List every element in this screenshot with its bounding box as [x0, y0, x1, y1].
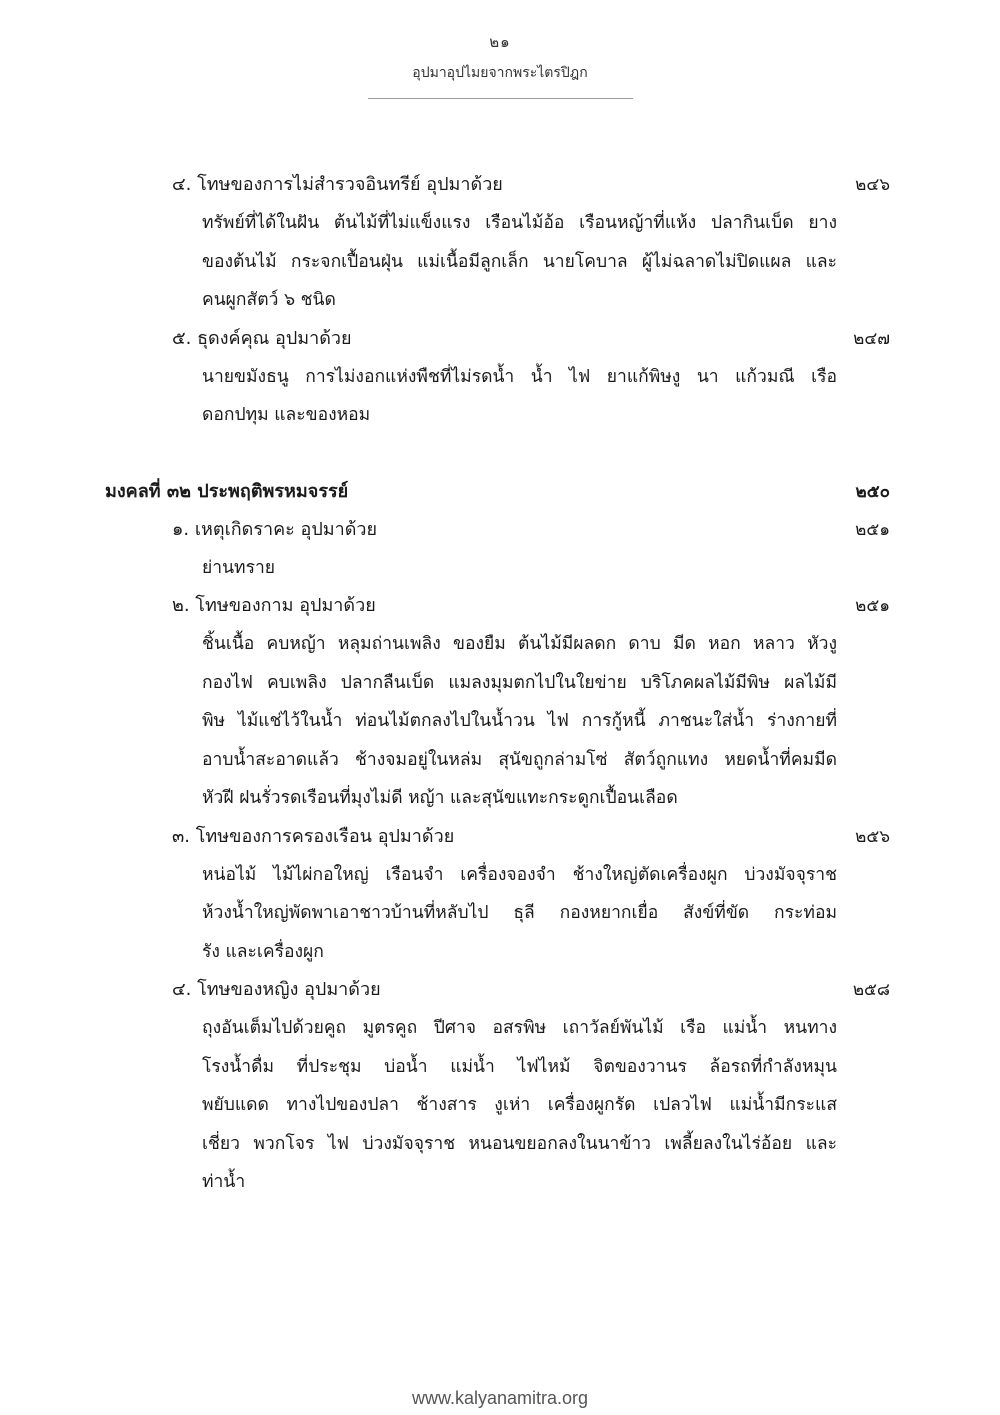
toc-entry — [105, 971, 890, 1202]
entry-heading — [105, 587, 890, 625]
page-number: ๒๑ — [489, 33, 511, 51]
entry-page-ref: ๒๕๑ — [855, 596, 890, 616]
entry-page-ref: ๒๕๖ — [855, 826, 890, 847]
table-of-contents — [105, 166, 890, 1202]
entry-description — [202, 625, 837, 818]
section-heading — [105, 473, 890, 511]
section-page-ref: ๒๕๐ — [855, 481, 890, 502]
toc-entry — [105, 587, 890, 818]
entry-heading — [105, 971, 890, 1009]
description-line: ของต้นไม้ กระจกเปื้อนฝุ่น แม่เนื้อมีลูกเล็ก นายโคบาล ผู้ไม่ฉลาดไม่ปิดแผล และ — [202, 251, 837, 272]
entry-description — [202, 549, 837, 588]
description-line: พิษ ไม้แช่ไว้ในน้ำ ท่อนไม้ตกลงไปในน้ำวน ไฟ การกู้หนี้ ภาชนะใส่น้ำ ร่างกายที่ — [202, 711, 837, 731]
entry-title: ๕. ธุดงค์คุณ อุปมาด้วย — [172, 327, 352, 349]
description-line: ทรัพย์ที่ได้ในฝัน ต้นไม้ที่ไม่แข็งแรง เรือนไม้อ้อ เรือนหญ้าที่แห้ง ปลากินเบ็ด ยาง — [202, 213, 837, 233]
description-line: นายขมังธนู การไม่งอกแห่งพืชที่ไม่รดน้ำ น้ำ ไฟ ยาแก้พิษงู นา แก้วมณี เรือ — [202, 366, 837, 387]
entry-title: ๓. โทษของการครองเรือน อุปมาด้วย — [172, 825, 455, 847]
description-line: อาบน้ำสะอาดแล้ว ช้างจมอยู่ในหล่ม สุนัขถูกล่ามโซ่ สัตว์ถูกแทง หยดน้ำที่คมมีด — [202, 749, 837, 770]
entry-description — [202, 358, 837, 435]
entry-page-ref: ๒๕๑ — [855, 519, 890, 540]
entry-page-ref: ๒๕๘ — [852, 980, 890, 1000]
entry-description — [202, 1009, 837, 1202]
description-line: โรงน้ำดื่ม ที่ประชุม บ่อน้ำ แม่น้ำ ไฟไหม้ จิตของวานร ล้อรถที่กำลังหมุน — [202, 1056, 837, 1077]
entry-heading — [105, 320, 890, 358]
entry-page-ref: ๒๔๗ — [853, 328, 890, 349]
description-line: ดอกปทุม และของหอม — [202, 405, 371, 425]
toc-entry — [105, 320, 890, 435]
entry-description — [202, 204, 837, 320]
entry-title: ๔. โทษของการไม่สำรวจอินทรีย์ อุปมาด้วย — [172, 174, 503, 195]
entry-title: ๑. เหตุเกิดราคะ อุปมาด้วย — [172, 518, 378, 540]
toc-entry — [105, 166, 890, 320]
book-title: อุปมาอุปไมยจากพระไตรปิฎก — [412, 65, 588, 81]
entry-page-ref: ๒๔๖ — [855, 175, 890, 195]
description-line: หน่อไม้ ไม้ไผ่กอใหญ่ เรือนจำ เครื่องจองจำ ช้างใหญ่ตัดเครื่องผูก บ่วงมัจจุราช — [202, 864, 837, 885]
description-line: คนผูกสัตว์ ๖ ชนิด — [202, 290, 336, 310]
entry-heading — [105, 511, 890, 549]
footer-website: www.kalyanamitra.org — [411, 1388, 589, 1408]
toc-entry — [105, 511, 890, 588]
entry-title: ๒. โทษของกาม อุปมาด้วย — [172, 595, 376, 616]
entry-heading — [105, 166, 890, 204]
description-line: ย่านทราย — [202, 557, 276, 578]
section-title: มงคลที่ ๓๒ ประพฤติพรหมจรรย์ — [105, 480, 349, 502]
header-divider — [368, 98, 633, 99]
description-line: ท่าน้ำ — [202, 1172, 246, 1192]
description-line: หัวฝี ฝนรั่วรดเรือนที่มุงไม่ดี หญ้า และสุนัขแทะกระดูกเปื้อนเลือด — [202, 788, 678, 808]
description-line: ถุงอันเต็มไปด้วยคูถ มูตรคูถ ปีศาจ อสรพิษ เถาวัลย์พันไม้ เรือ แม่น้ำ หนทาง — [202, 1018, 837, 1038]
description-line: เชี่ยว พวกโจร ไฟ บ่วงมัจจุราช หนอนขยอกลงในนาข้าว เพลี้ยลงในไร่อ้อย และ — [202, 1133, 837, 1154]
description-line: พยับแดด ทางไปของปลา ช้างสาร งูเห่า เครื่องผูกรัด เปลวไฟ แม่น้ำมีกระแส — [202, 1095, 837, 1115]
entry-heading — [105, 818, 890, 856]
toc-entry — [105, 818, 890, 972]
description-line: ชิ้นเนื้อ คบหญ้า หลุมถ่านเพลิง ของยืม ต้นไม้มีผลดก ดาบ มีด หอก หลาว หัวงู — [202, 634, 837, 654]
description-line: กองไฟ คบเพลิง ปลากลืนเบ็ด แมลงมุมตกไปในใยข่าย บริโภคผลไม้มีพิษ ผลไม้มี — [202, 672, 837, 693]
entry-description — [202, 856, 837, 972]
page-header — [0, 30, 1000, 99]
entry-title: ๔. โทษของหญิง อุปมาด้วย — [172, 979, 381, 1000]
description-line: รัง และเครื่องผูก — [202, 941, 324, 962]
description-line: ห้วงน้ำใหญ่พัดพาเอาชาวบ้านที่หลับไป ธุลี กองหยากเยื่อ สังข์ที่ขัด กระท่อม — [202, 903, 837, 923]
